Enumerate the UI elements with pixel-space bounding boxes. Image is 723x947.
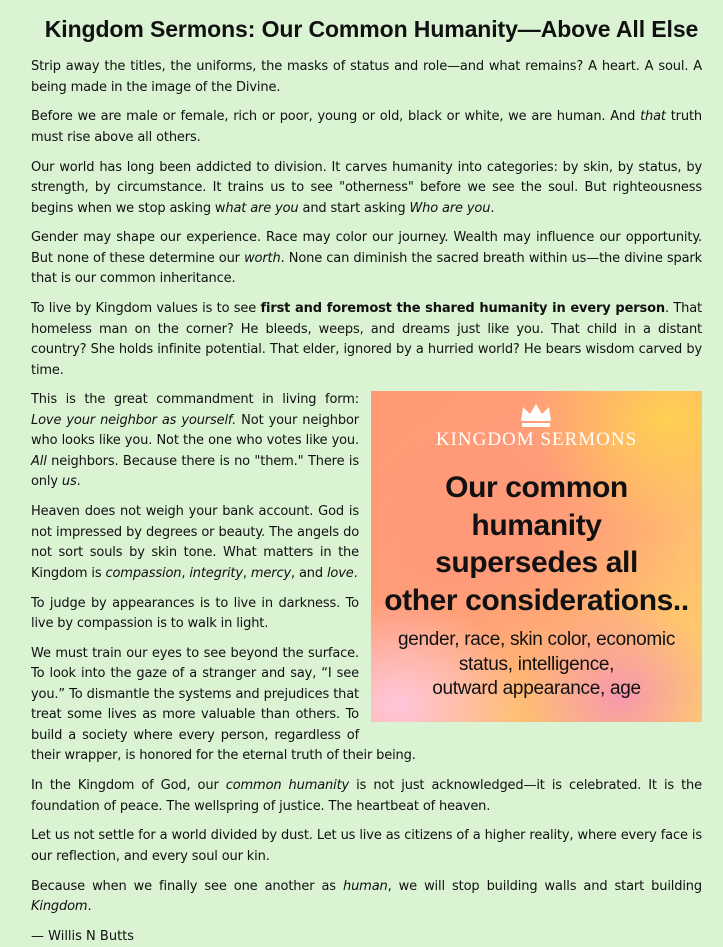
subtext-line: outward appearance, age (432, 678, 641, 700)
headline-line: Our common (445, 471, 628, 505)
subtext-line: gender, race, skin color, economic (397, 629, 676, 651)
paragraph-12: Because when we finally see one another as human, we will stop building walls and start building Kingdom. (31, 878, 702, 915)
signature: — Willis N Butts (31, 929, 135, 945)
paragraph-3: Our world has long been addicted to division. It carves humanity into categories: by skin, by status, by strength, by circumstance. It trains us to see "otherness" before we see the soul. But righteousness begins when we stop asking what are you and start asking Who are you. (31, 159, 702, 216)
headline-line: humanity (471, 508, 602, 542)
crown-icon (519, 403, 553, 429)
subtext-line: status, intelligence, (458, 653, 615, 675)
headline-line: other considerations.. (384, 583, 689, 617)
paragraph-11: Let us not settle for a world divided by dust. Let us live as citizens of a higher reality, where every face is our reflection, and every soul our kin. (31, 828, 702, 864)
paragraph-4: Gender may shape our experience. Race may color our journey. Wealth may influence our opportunity. But none of these determine our worth. None can diminish the sacred breath within us—the divine spark that is our common inheritance. (31, 230, 702, 287)
graphic-brand: KINGDOM SERMONS (435, 429, 638, 451)
paragraph-8: To judge by appearances is to live in darkness. To live by compassion is to walk in light. (31, 595, 359, 632)
graphic-headline (371, 469, 702, 619)
headline-line: supersedes all (435, 546, 638, 580)
paragraph-5: To live by Kingdom values is to see first and foremost the shared humanity in every person. That homeless man on the corner? He bleeds, weeps, and dreams just like you. That child in a distant country? She holds infinite potential. That elder, ignored by a hurried world? He bears wisdom carved by time. (31, 301, 702, 378)
paragraph-7: Heaven does not weigh your bank account. God is not impressed by degrees or beauty. The angels do not sort souls by skin tone. What matters in the Kingdom is compassion, integrity, mercy, and love. (31, 504, 359, 581)
kingdom-sermons-graphic (371, 391, 702, 722)
paragraph-6: This is the great commandment in living form: Love your neighbor as yourself. Not your neighbor who looks like you. Not the one who votes like you. All neighbors. Because there is no "them." There is only us. (31, 392, 359, 490)
paragraph-9: We must train our eyes to see beyond the surface. To look into the gaze of a stranger and say, “I see you.” To dismantle the systems and prejudices that treat some lives as more valuable than others. To build a society where every person, regardless of their wrapper, is honored for the eternal truth of their being. (31, 645, 416, 764)
graphic-subtext (371, 628, 702, 702)
paragraph-10: In the Kingdom of God, our common humanity is not just acknowledged—it is celebrated. It is the foundation of peace. The wellspring of justice. The heartbeat of heaven. (31, 778, 702, 814)
article-title: Kingdom Sermons: Our Common Humanity—Above All Else (44, 16, 699, 42)
paragraph-2: Before we are male or female, rich or poor, young or old, black or white, we are human. And that truth must rise above all others. (31, 109, 703, 145)
paragraph-1: Strip away the titles, the uniforms, the masks of status and role—and what remains? A heart. A soul. A being made in the image of the Divine. (31, 59, 702, 95)
